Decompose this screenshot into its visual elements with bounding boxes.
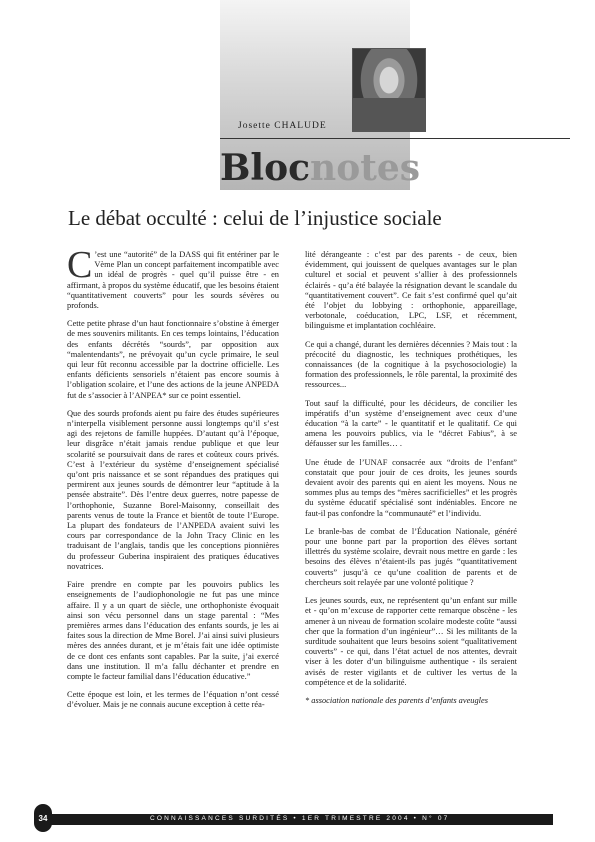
footer-publication: CONNAISSANCES SURDITÉS • 1ER TRIMESTRE 2004 • N° 07 <box>150 815 450 822</box>
author-divider <box>220 138 570 139</box>
article-column-left <box>67 244 279 719</box>
footnote: * association nationale des parents d’enfants aveugles <box>305 695 488 705</box>
logo-part1: Bloc <box>220 147 311 189</box>
page-number: 34 <box>34 804 52 832</box>
drop-cap: C <box>67 244 93 286</box>
paragraph: Tout sauf la difficulté, pour les décideurs, de concilier les impératifs d’un système d’enseignement avec ceux d’une éducation “à la carte” - le quantitatif et le qualitatif. Ce qui amena les pouvoirs publics, via le “décret Fabius”, à se défausser sur les familles… . <box>305 398 517 449</box>
paragraph: Les jeunes sourds, eux, ne représentent qu’un enfant sur mille et - qu’on m’excuse de rapporter cette remarque obscène - les amener à un niveau de formation scolaire modeste coûte “aussi cher que la formation d’un ingénieur”… Si les militants de la surditude souhaitent que leurs besoins soient “qualitativement couverts” - ce qui, dans l’état actuel de nos attentes, devrait viser à les doter d’un bilinguisme authentique - ils seraient avisés de rester vigilants et de cultiver les vertus de la compétence et de la solidarité. <box>305 596 517 687</box>
paragraph: lité dérangeante : c’est par des parents - de ceux, bien évidemment, qui jouissent de quelques avantages sur le plan culturel et social et peuvent s’allier à des professionnels éclairés - qu’a été balayée la résignation devant le scandale du “quantitativement couvert”. Ce fait s’est confirmé quel qu’ait été l’objet du lobbying : orthophonie, appareillage, verbotonale, coéducation, LPC, LSF, et récemment, bilinguisme et implantation cochléaire. <box>305 250 517 331</box>
paragraph: Une étude de l’UNAF consacrée aux “droits de l’enfant” constatait que pour jouir de ces droits, les jeunes sourds devaient avoir des parents qui en aient les moyens. Nous ne sommes plus au temps des “mères sacrificielles” et les progrès du système éducatif spécialisé sont indéniables. Encore ne faut-il pas confondre la “communauté” et l’individu. <box>305 457 517 518</box>
section-logo <box>220 148 420 188</box>
paragraph: Ce qui a changé, durant les dernières décennies ? Mais tout : la précocité du diagnostic, les techniques prothétiques, les connaissances (de la cognitique à la psychosociologie) la formation des professionnels, le rôle parental, la proximité des ressources... <box>305 339 517 390</box>
paragraph: Cette époque est loin, et les termes de l’équation n’ont cessé d’évoluer. Mais je ne connais aucune exception à cette réa- <box>67 690 279 710</box>
author-name: Josette CHALUDE <box>238 121 327 131</box>
logo-part2: notes <box>310 147 421 189</box>
author-photo <box>352 48 426 132</box>
article-title: Le débat occulté : celui de l’injustice sociale <box>68 206 442 230</box>
article-column-right <box>305 250 517 714</box>
paragraph: Faire prendre en compte par les pouvoirs publics les enseignements de l’audiophonologie ne fut pas une mince affaire. Il y a un quart de siècle, une orthophoniste évoquait ainsi son vécu personnel dans un stage parental : “Mes premières armes dans l’éducation des enfants sourds, je les ai faites sous la direction de Mme Borel. J’ai ainsi suivi plusieurs mères des années durant, et je m’étais fait une idée optimiste de ce dont ces enfants sont capables. Par la suite, j’ai exercé dans une institution. Il m’a fallu déchanter et prendre en compte le facteur familial dans l’éducation éducative.” <box>67 580 279 681</box>
photo-shoulders <box>353 98 425 132</box>
paragraph: Le branle-bas de combat de l’Éducation Nationale, généré pour une bonne part par la proportion des élèves sortant illettrés du système scolaire, devrait nous mettre en garde : les besoins des élèves n’étaient-ils pas jugés “quantitativement couverts” jusqu’à ce qu’une coalition de parents et de chercheurs soit relayée par une volonté politique ? <box>305 526 517 587</box>
paragraph: Cette petite phrase d’un haut fonctionnaire s’obstine à émerger de mes souvenirs militants. En ces temps lointains, l’éducation des enfants décrétés “sourds”, par opposition aux “malentendants”, ne prévoyait qu’un cycle primaire, le seul qui leur fût reconnu accessible par la doctrine officielle. Les enfants déficients sensoriels n’étaient pas encore soumis à l’obligation scolaire, et l’une des actions de la jeune ANPEDA fut de s’associer à l’ANPEA* sur ce point essentiel. <box>67 319 279 400</box>
paragraph: Que des sourds profonds aient pu faire des études supérieures n’interpella visiblement personne aussi longtemps qu’il s’est agi des rejetons de famille huppées. D’autant qu’à l’époque, leur disgrâce n’était jamais rendue publique et que leur scolarité se poursuivait dans de rares et coûteux cours privés. C’est à l’extérieur du système d’enseignement spécialisé qu’ont pris naissance et se sont répandues des pratiques qui permirent aux jeunes sourds de démontrer leur “aptitude à la pensée abstraite”. Dès l’entre deux guerres, notre papesse de l’orthophonie, Suzanne Borel-Maisonny, conseillait des parents venus de toute la France et bientôt de toute l’Europe. La plupart des fondateurs de l’ANPEDA avaient suivi les cours par correspondance de la John Tracy Clinic en les traduisant de l’anglais, tandis que les conceptions pionnières du professeur Guberina inspiraient des pratiques éducatives novatrices. <box>67 408 279 571</box>
paragraph: C ’est une “autorité” de la DASS qui fit entériner par le Vème Plan un concept parfaitement incompatible avec un idéal de progrès - quel qu’il puisse être - en affirmant, à propos du système éducatif, que les besoins étaient “quantitativement couverts” pour les sourds sévères ou profonds. <box>67 244 279 311</box>
